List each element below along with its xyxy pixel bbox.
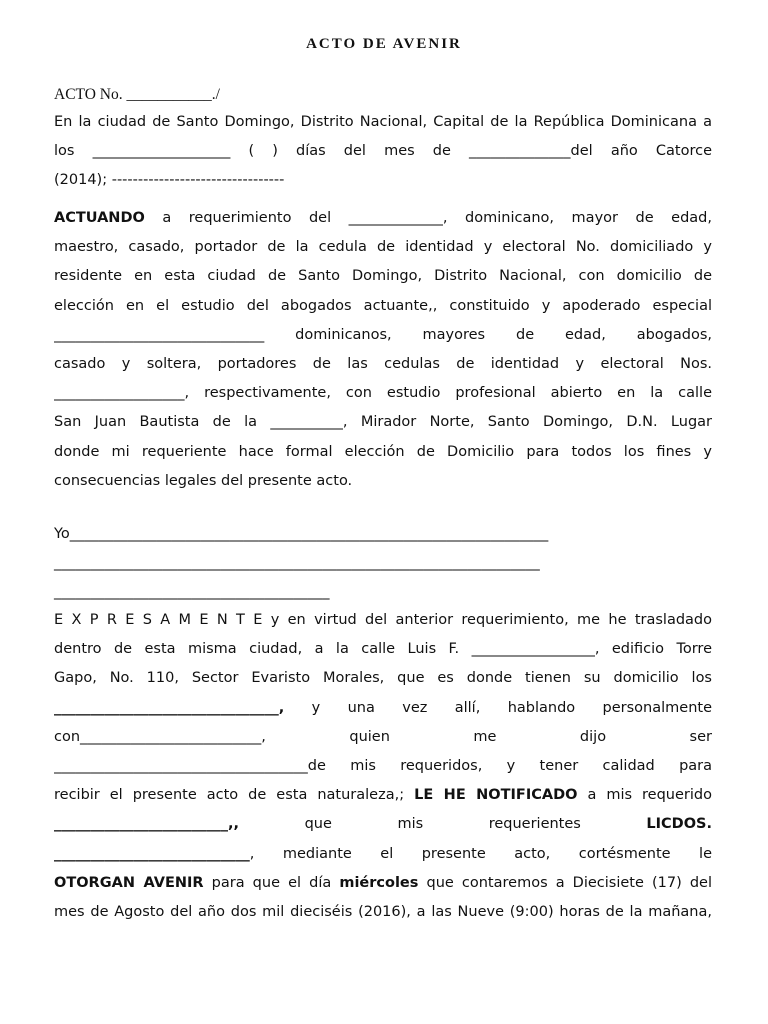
otorgan-avenir-text: OTORGAN AVENIR [54,874,204,891]
blank-field: ________________________,, [54,816,240,833]
actuando-line: donde mi requeriente hace formal elección de Domicilio para todos los fines y [54,443,712,460]
actuando-line: elección en el estudio del abogados actuante,, constituido y apoderado especial [54,297,712,314]
actuando-line: __________________, respectivamente, con estudio profesional abierto en la calle [54,385,712,402]
expresamente-text: que contaremos a Diecisiete (17) del [418,874,712,891]
yo-line: ______________________________________ [54,584,330,601]
actuando-line: maestro, casado, portador de la cedula de identidad y electoral No. domiciliado y [54,239,712,256]
actuando-line: San Juan Bautista de la __________, Mirador Norte, Santo Domingo, D.N. Lugar [54,414,712,431]
yo-paragraph [54,520,712,608]
actuando-line [54,204,712,233]
notificado-text: LE HE NOTIFICADO [414,787,578,804]
yo-line: ___________________________________________________________________ [54,555,540,572]
expresamente-text: , mediante el presente acto, cortésmente le [249,845,712,862]
weekday-text: miércoles [339,874,419,891]
expresamente-line: dentro de esta misma ciudad, a la calle Luis F. _________________, edificio Torre [54,641,712,658]
intro-paragraph [54,108,712,196]
expresamente-text: y en virtud del anterior requerimiento, me he trasladado [262,612,712,628]
intro-line: (2014); --------------------------------- [54,172,285,189]
intro-line: los ___________________ ( ) días del mes de ______________del año Catorce [54,143,712,160]
expresamente-line [54,869,712,898]
actuando-paragraph [54,204,712,496]
acto-number: ACTO No. ___________./ [54,86,220,103]
expresamente-line: ___________________________________de mis requeridos, y tener calidad para [54,757,712,774]
expresamente-text: a mis requerido [577,787,712,804]
intro-line: En la ciudad de Santo Domingo, Distrito Nacional, Capital de la República Dominicana a [54,114,712,130]
licdos-text: LICDOS. [646,816,712,833]
blank-field: _______________________________, [54,699,285,716]
expresamente-line [54,694,712,723]
expresamente-text: y una vez allí, hablando personalmente [284,699,712,716]
expresamente-line: con_________________________, quien me dijo ser [54,728,712,745]
expresamente-text: que mis requerientes [239,816,647,833]
expresamente-text: para que el día [203,874,340,891]
yo-line: Yo__________________________________________________________________ [54,526,549,542]
expresamente-line: Gapo, No. 110, Sector Evaristo Morales, que es donde tienen su domicilio los [54,670,712,687]
blank-field: ___________________________ [54,845,250,862]
actuando-lead: ACTUANDO [54,210,145,226]
expresamente-paragraph [54,606,712,927]
document-title: ACTO DE AVENIR [306,36,462,52]
actuando-line: casado y soltera, portadores de las cedulas de identidad y electoral Nos. [54,355,712,372]
actuando-line: _____________________________ dominicanos, mayores de edad, abogados, [54,326,712,343]
expresamente-text: recibir el presente acto de esta naturaleza,; [54,787,415,804]
expresamente-lead: E X P R E S A M E N T E [54,612,263,628]
expresamente-line: mes de Agosto del año dos mil dieciséis (2016), a las Nueve (9:00) horas de la mañana, [54,903,712,920]
expresamente-line [54,781,712,810]
actuando-line: residente en esta ciudad de Santo Domingo, Distrito Nacional, con domicilio de [54,268,712,285]
actuando-line: consecuencias legales del presente acto. [54,472,353,489]
expresamente-line [54,840,712,869]
actuando-text: a requerimiento del _____________, dominicano, mayor de edad, [144,210,712,226]
expresamente-line [54,606,712,635]
expresamente-line [54,810,712,839]
